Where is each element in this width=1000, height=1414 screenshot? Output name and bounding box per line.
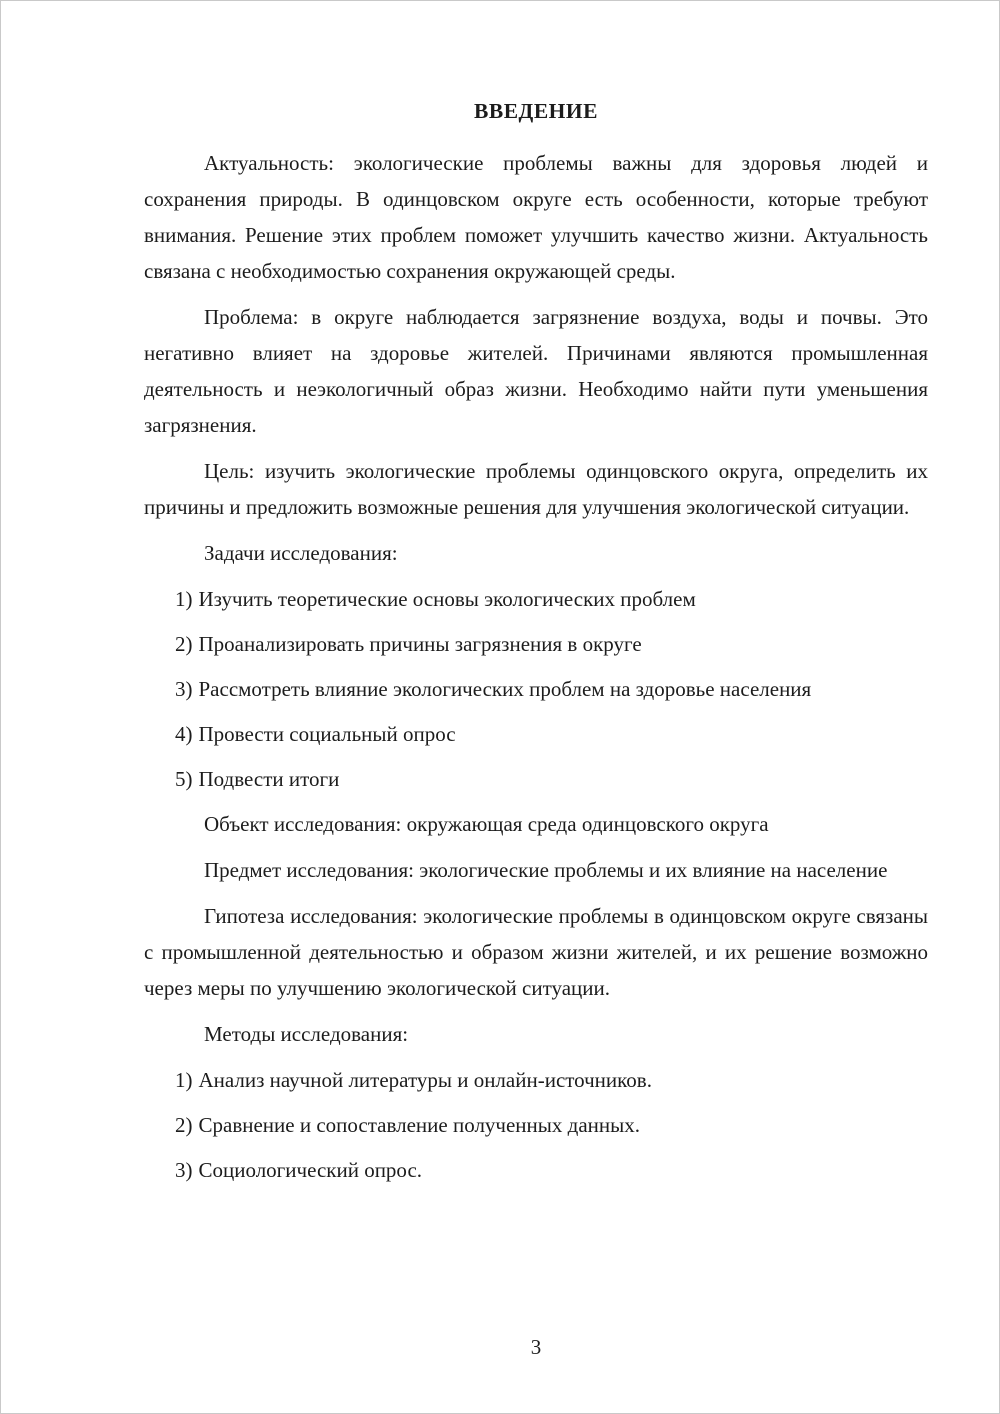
paragraph-problem: Проблема: в округе наблюдается загрязнение воздуха, воды и почвы. Это негативно влияет на здоровье жителей. Причинами являются промышленная деятельность и неэкологичный образ жизни. Необходимо найти пути уменьшения загрязнения. bbox=[144, 305, 928, 437]
list-item-text: Анализ научной литературы и онлайн-источников. bbox=[198, 1068, 652, 1092]
paragraph-subject: Предмет исследования: экологические проблемы и их влияние на население bbox=[204, 858, 888, 882]
list-item-number: 2) bbox=[175, 632, 193, 656]
page-number: 3 bbox=[530, 1335, 542, 1359]
paragraph-goal: Цель: изучить экологические проблемы одинцовского округа, определить их причины и предложить возможные решения для улучшения экологической ситуации. bbox=[144, 459, 928, 519]
task-list-item bbox=[144, 716, 928, 752]
list-item-number: 5) bbox=[175, 767, 193, 791]
list-item-text: Подвести итоги bbox=[198, 767, 340, 791]
task-list-item bbox=[144, 671, 928, 707]
paragraph-hypothesis: Гипотеза исследования: экологические проблемы в одинцовском округе связаны с промышленной деятельностью и образом жизни жителей, и их решение возможно через меры по улучшению экологической ситуации. bbox=[144, 904, 928, 1000]
list-item-text: Рассмотреть влияние экологических проблем на здоровье населения bbox=[198, 677, 812, 701]
list-item-text: Проанализировать причины загрязнения в округе bbox=[198, 632, 642, 656]
list-item-number: 3) bbox=[175, 1158, 193, 1182]
list-item-number: 4) bbox=[175, 722, 193, 746]
page-title: ВВЕДЕНИЕ bbox=[474, 99, 598, 123]
method-list-item bbox=[144, 1062, 928, 1098]
task-list-item bbox=[144, 626, 928, 662]
paragraph-object: Объект исследования: окружающая среда одинцовского округа bbox=[204, 812, 769, 836]
list-item-text: Социологический опрос. bbox=[198, 1158, 423, 1182]
task-list-item bbox=[144, 761, 928, 797]
methods-heading: Методы исследования: bbox=[204, 1022, 409, 1046]
list-item-number: 1) bbox=[175, 1068, 193, 1092]
list-item-text: Изучить теоретические основы экологических проблем bbox=[198, 587, 696, 611]
list-item-text: Провести социальный опрос bbox=[198, 722, 456, 746]
list-item-number: 1) bbox=[175, 587, 193, 611]
list-item-number: 3) bbox=[175, 677, 193, 701]
list-item-number: 2) bbox=[175, 1113, 193, 1137]
list-item-text: Сравнение и сопоставление полученных данных. bbox=[198, 1113, 640, 1137]
task-list-item bbox=[144, 581, 928, 617]
paragraph-relevance: Актуальность: экологические проблемы важны для здоровья людей и сохранения природы. В одинцовском округе есть особенности, которые требуют внимания. Решение этих проблем поможет улучшить качество жизни. Актуальность связана с необходимостью сохранения окружающей среды. bbox=[144, 151, 928, 283]
tasks-heading: Задачи исследования: bbox=[204, 541, 398, 565]
method-list-item bbox=[144, 1107, 928, 1143]
method-list-item bbox=[144, 1152, 928, 1188]
